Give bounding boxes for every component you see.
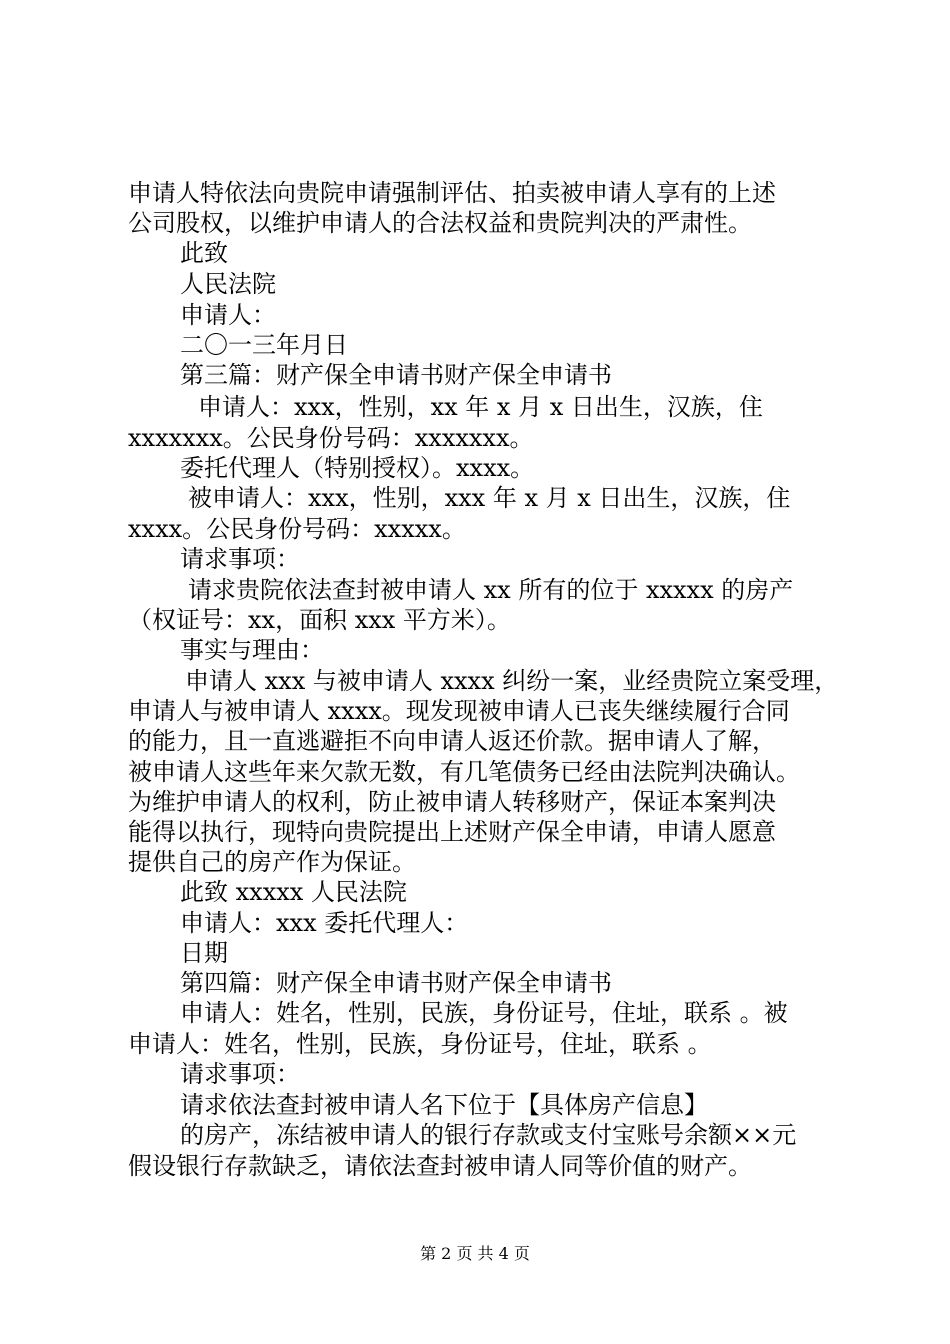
text-line: 能得以执行，现特向贵院提出上述财产保全申请，申请人愿意 (128, 818, 776, 846)
text-line: 事实与理由： (180, 636, 324, 664)
text-line: 提供自己的房产作为保证。 (128, 848, 416, 876)
text-line: 此致 xxxxx 人民法院 (180, 878, 407, 906)
text-line: 被申请人：xxx，性别，xxx 年 x 月 x 日出生，汉族，住 (188, 484, 791, 512)
text-line: 申请人：xxx 委托代理人： (180, 909, 469, 937)
text-line: xxxx。公民身份号码：xxxxx。 (128, 515, 466, 543)
text-line: 请求贵院依法查封被申请人 xx 所有的位于 xxxxx 的房产 (188, 576, 794, 604)
text-line: 请求事项： (180, 1060, 300, 1088)
text-line: 请求依法查封被申请人名下位于【具体房产信息】 (180, 1091, 708, 1119)
text-line: 此致 (180, 239, 228, 267)
section-heading: 第四篇：财产保全申请书财产保全申请书 (180, 969, 612, 997)
text-line: 申请人 xxx 与被申请人 xxxx 纠纷一案，业经贵院立案受理， (185, 667, 839, 695)
text-line: 的能力，且一直逃避拒不向申请人返还价款。据申请人了解， (128, 727, 776, 755)
text-line: 假设银行存款缺乏，请依法查封被申请人同等价值的财产。 (128, 1152, 752, 1180)
text-line: 申请人特依法向贵院申请强制评估、拍卖被申请人享有的上述 (128, 179, 776, 207)
text-line: 公司股权，以维护申请人的合法权益和贵院判决的严肃性。 (128, 209, 752, 237)
text-line: 被申请人这些年来欠款无数，有几笔债务已经由法院判决确认。 (128, 758, 800, 786)
text-line: 委托代理人（特别授权）。xxxx。 (180, 454, 535, 482)
text-line: 二〇一三年月日 (180, 331, 348, 359)
text-line: xxxxxxx。公民身份号码：xxxxxxx。 (128, 424, 534, 452)
text-line: 申请人：姓名，性别，民族，身份证号，住址，联系 。被 (180, 999, 788, 1027)
text-line: 日期 (180, 939, 228, 967)
text-line: 请求事项： (180, 545, 300, 573)
section-heading: 第三篇：财产保全申请书财产保全申请书 (180, 361, 612, 389)
text-line: 申请人与被申请人 xxxx。现发现被申请人已丧失继续履行合同 (128, 697, 790, 725)
text-line: 申请人：姓名，性别，民族，身份证号，住址，联系 。 (128, 1030, 712, 1058)
text-line: 申请人：xxx，性别，xx 年 x 月 x 日出生，汉族，住 (198, 393, 763, 421)
text-line: 的房产，冻结被申请人的银行存款或支付宝账号余额××元 (180, 1121, 797, 1149)
text-line: （权证号：xx，面积 xxx 平方米）。 (128, 606, 511, 634)
text-line: 申请人： (180, 301, 276, 329)
page-footer: 第 2 页 共 4 页 (420, 1244, 530, 1263)
text-line: 为维护申请人的权利，防止被申请人转移财产，保证本案判决 (128, 788, 776, 816)
text-line: 人民法院 (180, 270, 276, 298)
